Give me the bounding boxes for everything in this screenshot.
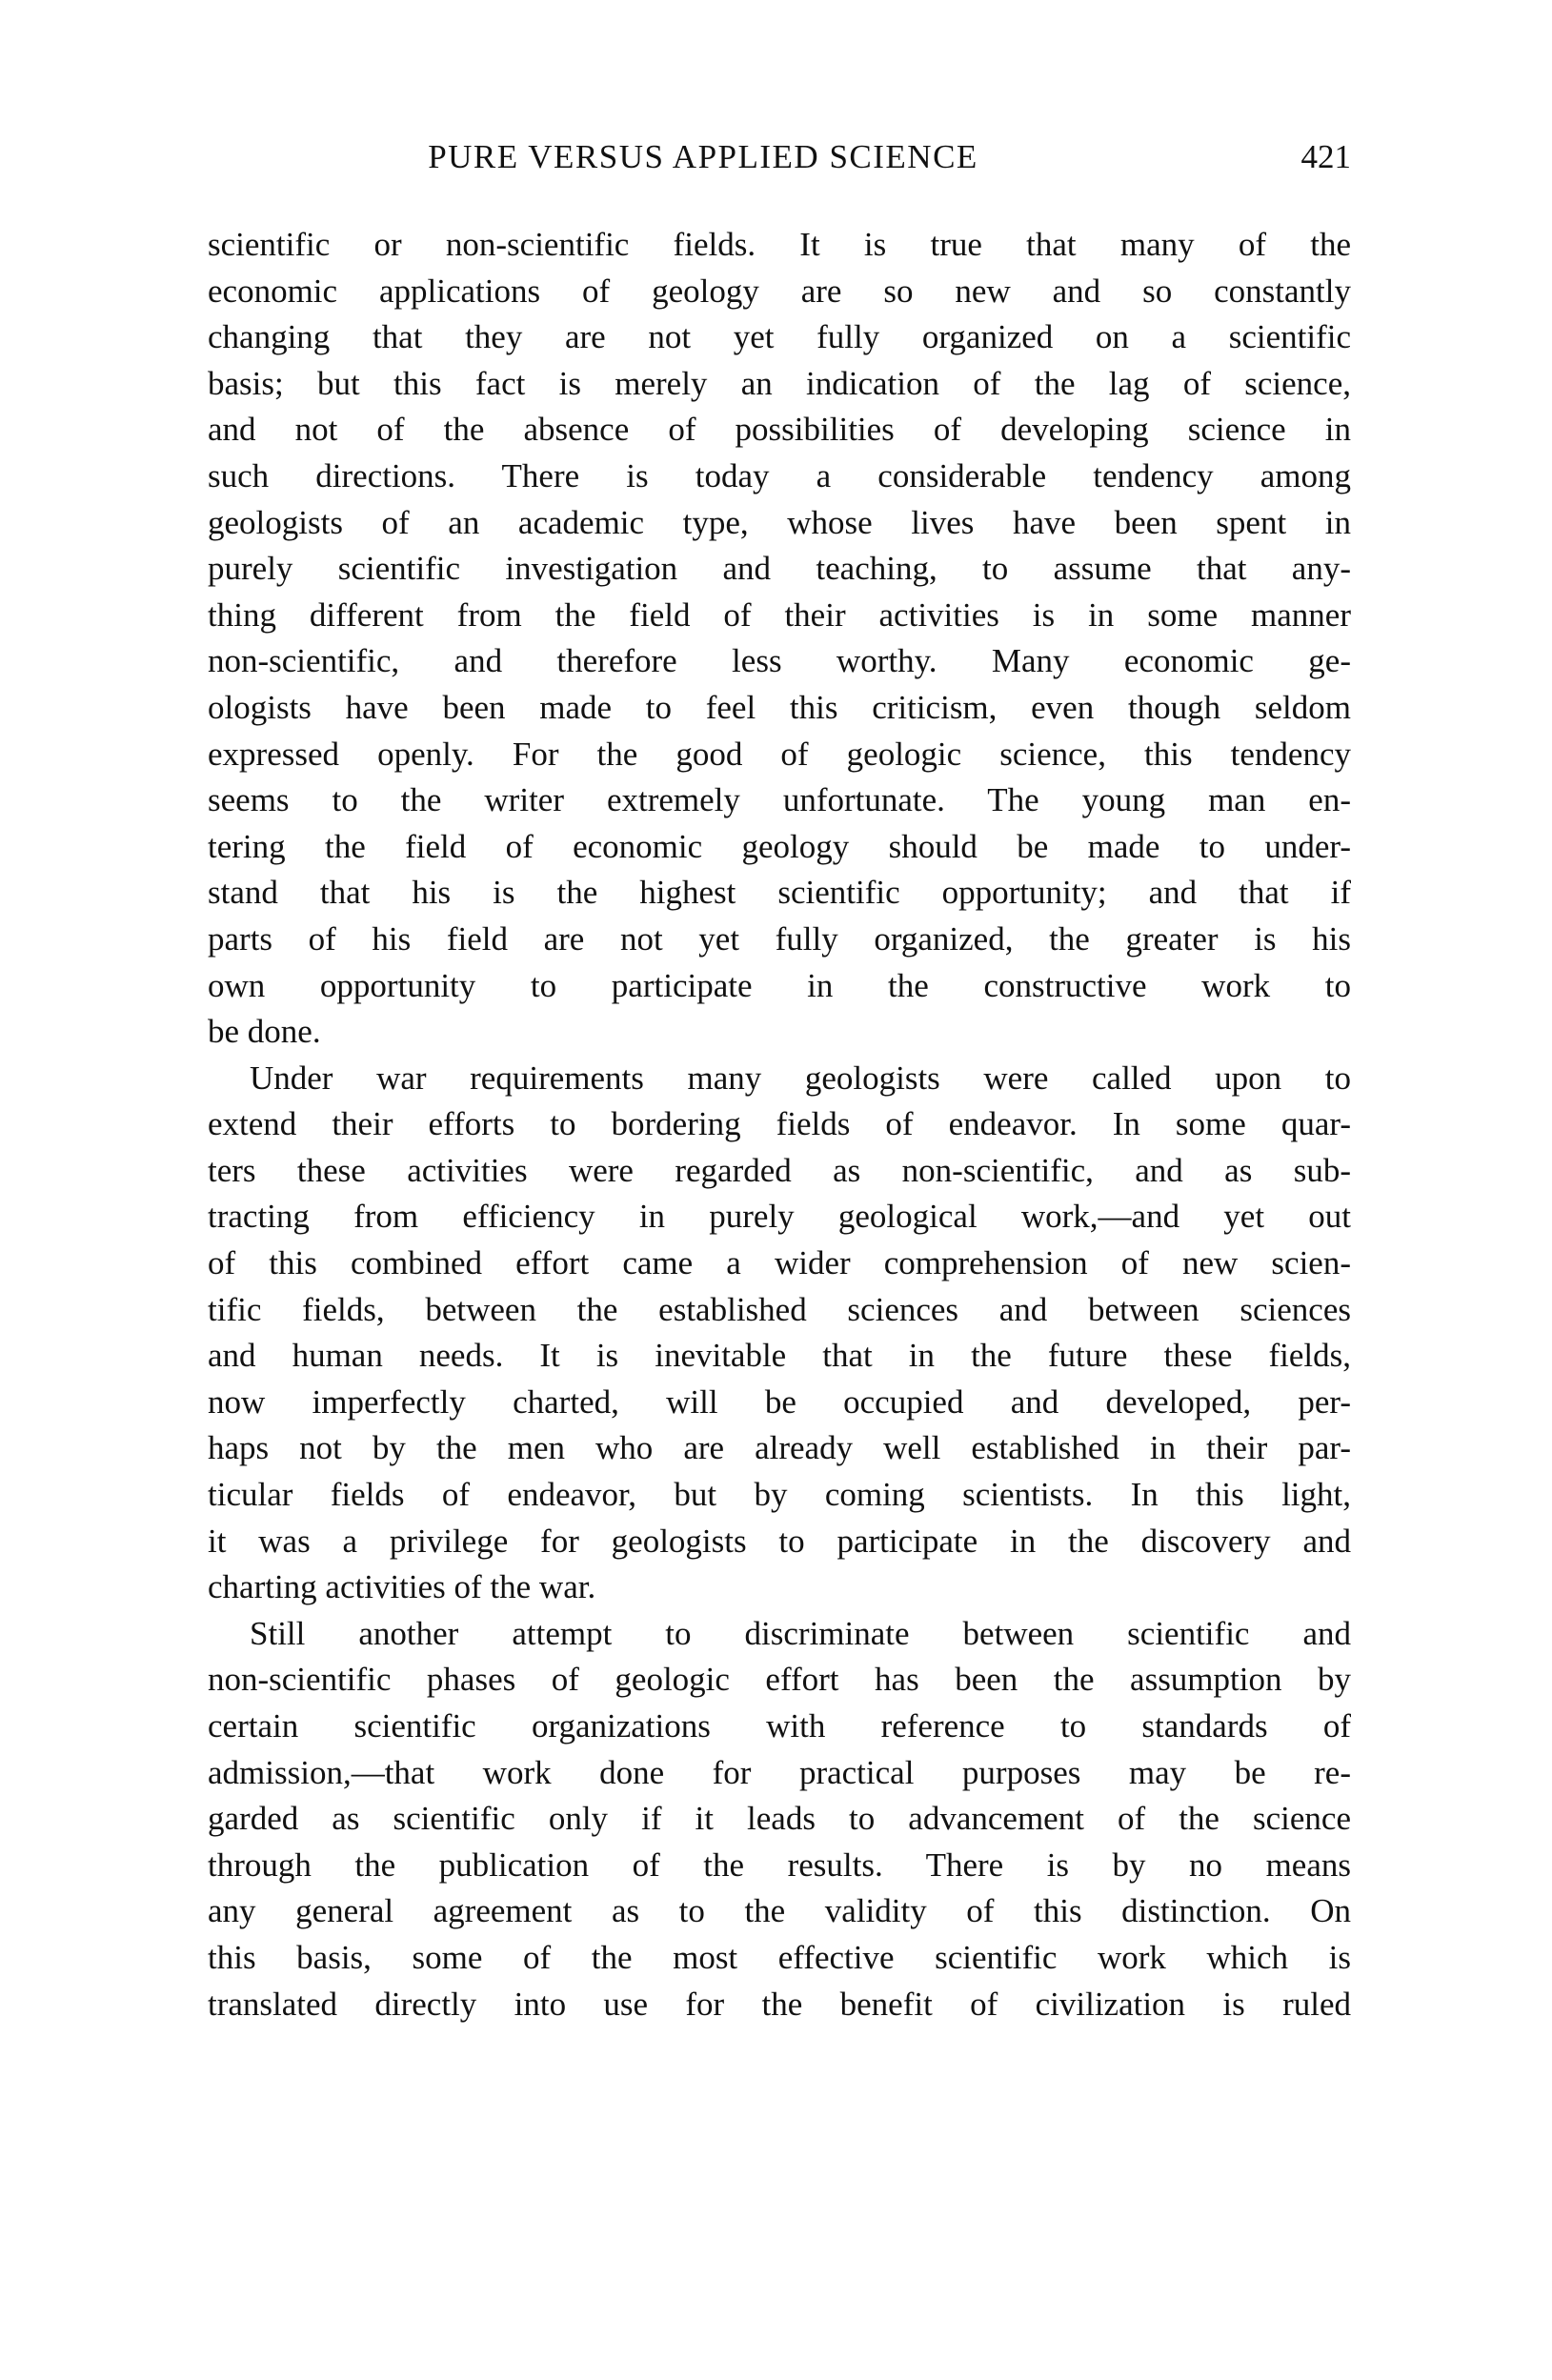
text-line: through the publication of the results. There is by no means [208, 1846, 1351, 1884]
text-line: and not of the absence of possibilities of developing science in [208, 411, 1351, 449]
text-line: any general agreement as to the validity of this distinction. On [208, 1892, 1351, 1930]
text-line: such directions. There is today a considerable tendency among [208, 456, 1351, 494]
text-line: it was a privilege for geologists to participate in the discovery and [208, 1522, 1351, 1560]
text-line: economic applications of geology are so new and so constantly [208, 272, 1351, 310]
text-line: basis; but this fact is merely an indication of the lag of science, [208, 364, 1351, 402]
text-line: charting activities of the war. [208, 1568, 596, 1606]
paragraph-3 [208, 1611, 1351, 2027]
text-line: this basis, some of the most effective scientific work which is [208, 1938, 1351, 1976]
paragraph-2 [208, 1056, 1351, 1611]
text-line: tracting from efficiency in purely geological work,—and yet out [208, 1198, 1351, 1236]
text-line: be done. [208, 1013, 321, 1051]
text-line: garded as scientific only if it leads to advancement of the science [208, 1800, 1351, 1838]
text-line: thing different from the field of their activities is in some manner [208, 595, 1351, 634]
text-line: changing that they are not yet fully organized on a scientific [208, 318, 1351, 356]
text-line: and human needs. It is inevitable that in the future these fields, [208, 1337, 1351, 1375]
body-text [208, 222, 1351, 2027]
text-line: Still another attempt to discriminate between scientific and [250, 1614, 1351, 1652]
paragraph-1 [208, 222, 1351, 1056]
text-line: haps not by the men who are already well established in their par- [208, 1429, 1351, 1467]
text-line: ologists have been made to feel this criticism, even though seldom [208, 688, 1351, 726]
text-line: seems to the writer extremely unfortunate. The young man en- [208, 781, 1351, 819]
text-line: certain scientific organizations with reference to standards of [208, 1707, 1351, 1745]
text-line: ticular fields of endeavor, but by coming scientists. In this light, [208, 1476, 1351, 1514]
text-line: now imperfectly charted, will be occupied and developed, per- [208, 1382, 1351, 1421]
page-number: 421 [1300, 138, 1351, 175]
text-line: parts of his field are not yet fully organized, the greater is his [208, 919, 1351, 958]
text-line: Under war requirements many geologists were called upon to [250, 1059, 1351, 1097]
text-line: of this combined effort came a wider comprehension of new scien- [208, 1244, 1351, 1282]
text-line: non-scientific phases of geologic effort has been the assumption by [208, 1661, 1351, 1699]
text-line: own opportunity to participate in the constructive work to [208, 966, 1351, 1004]
text-line: tific fields, between the established sciences and between sciences [208, 1290, 1351, 1328]
text-line: stand that his is the highest scientific opportunity; and that if [208, 874, 1351, 912]
text-line: admission,—that work done for practical purposes may be re- [208, 1753, 1351, 1791]
text-line: geologists of an academic type, whose lives have been spent in [208, 503, 1351, 541]
running-head [208, 133, 1351, 181]
text-line: ters these activities were regarded as non-scientific, and as sub- [208, 1151, 1351, 1189]
text-line: non-scientific, and therefore less worthy. Many economic ge- [208, 642, 1351, 680]
text-line: extend their efforts to bordering fields of endeavor. In some quar- [208, 1105, 1351, 1143]
text-line: purely scientific investigation and teaching, to assume that any- [208, 550, 1351, 588]
text-line: expressed openly. For the good of geologic science, this tendency [208, 735, 1351, 773]
text-line: tering the field of economic geology should be made to under- [208, 827, 1351, 865]
running-title: PURE VERSUS APPLIED SCIENCE [428, 138, 978, 175]
text-line: translated directly into use for the benefit of civilization is ruled [208, 1985, 1351, 2023]
text-line: scientific or non-scientific fields. It is true that many of the [208, 226, 1351, 263]
